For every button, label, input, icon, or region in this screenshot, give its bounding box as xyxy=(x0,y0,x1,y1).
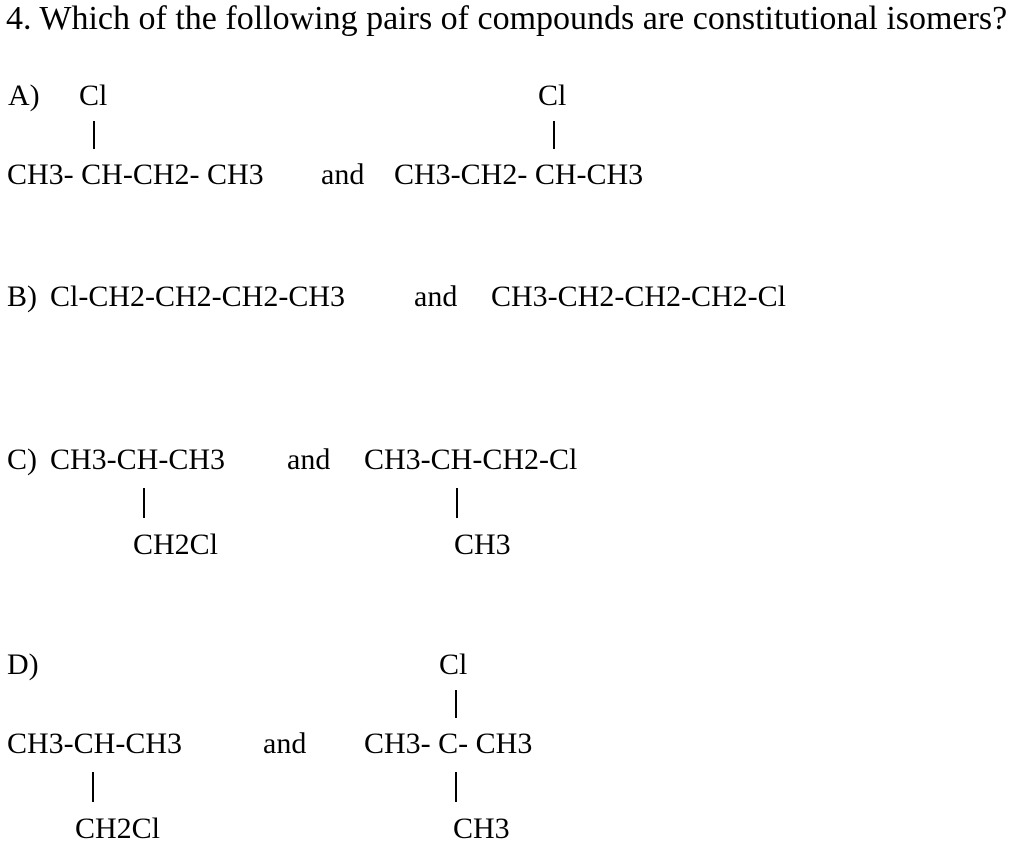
option-a-right-bond xyxy=(553,121,555,149)
option-c-right-substituent: CH3 xyxy=(454,528,511,561)
option-a-right-substituent: Cl xyxy=(538,79,567,112)
option-c-left-chain: CH3-CH-CH3 xyxy=(50,443,226,476)
option-b-left-chain: Cl-CH2-CH2-CH2-CH3 xyxy=(50,280,346,313)
option-d-right-top-substituent: Cl xyxy=(439,648,468,681)
option-a-connector: and xyxy=(321,158,365,191)
option-a-left-bond xyxy=(93,121,95,149)
option-a-label: A) xyxy=(8,79,40,112)
option-c-left-bond xyxy=(143,488,145,518)
option-c-connector: and xyxy=(287,443,331,476)
option-d-right-top-bond xyxy=(455,690,457,718)
option-b-label: B) xyxy=(7,280,37,313)
option-d-label: D) xyxy=(7,648,39,681)
question-text: 4. Which of the following pairs of compounds are constitutional isomers? xyxy=(6,0,1008,37)
option-d-right-bottom-bond xyxy=(455,772,457,802)
option-d-left-substituent: CH2Cl xyxy=(75,812,161,845)
option-d-right-chain: CH3- C- CH3 xyxy=(364,727,533,760)
option-b-connector: and xyxy=(414,280,458,313)
option-a-left-substituent: Cl xyxy=(79,79,108,112)
option-d-right-bottom-substituent: CH3 xyxy=(453,812,510,845)
option-c-right-chain: CH3-CH-CH2-Cl xyxy=(364,443,578,476)
option-b-right-chain: CH3-CH2-CH2-CH2-Cl xyxy=(491,280,787,313)
option-c-right-bond xyxy=(456,488,458,518)
option-a-right-chain: CH3-CH2- CH-CH3 xyxy=(394,158,644,191)
option-d-left-chain: CH3-CH-CH3 xyxy=(7,727,183,760)
option-c-left-substituent: CH2Cl xyxy=(133,528,219,561)
option-c-label: C) xyxy=(7,443,37,476)
option-d-connector: and xyxy=(263,727,307,760)
option-d-left-bond xyxy=(92,772,94,802)
option-a-left-chain: CH3- CH-CH2- CH3 xyxy=(7,158,264,191)
